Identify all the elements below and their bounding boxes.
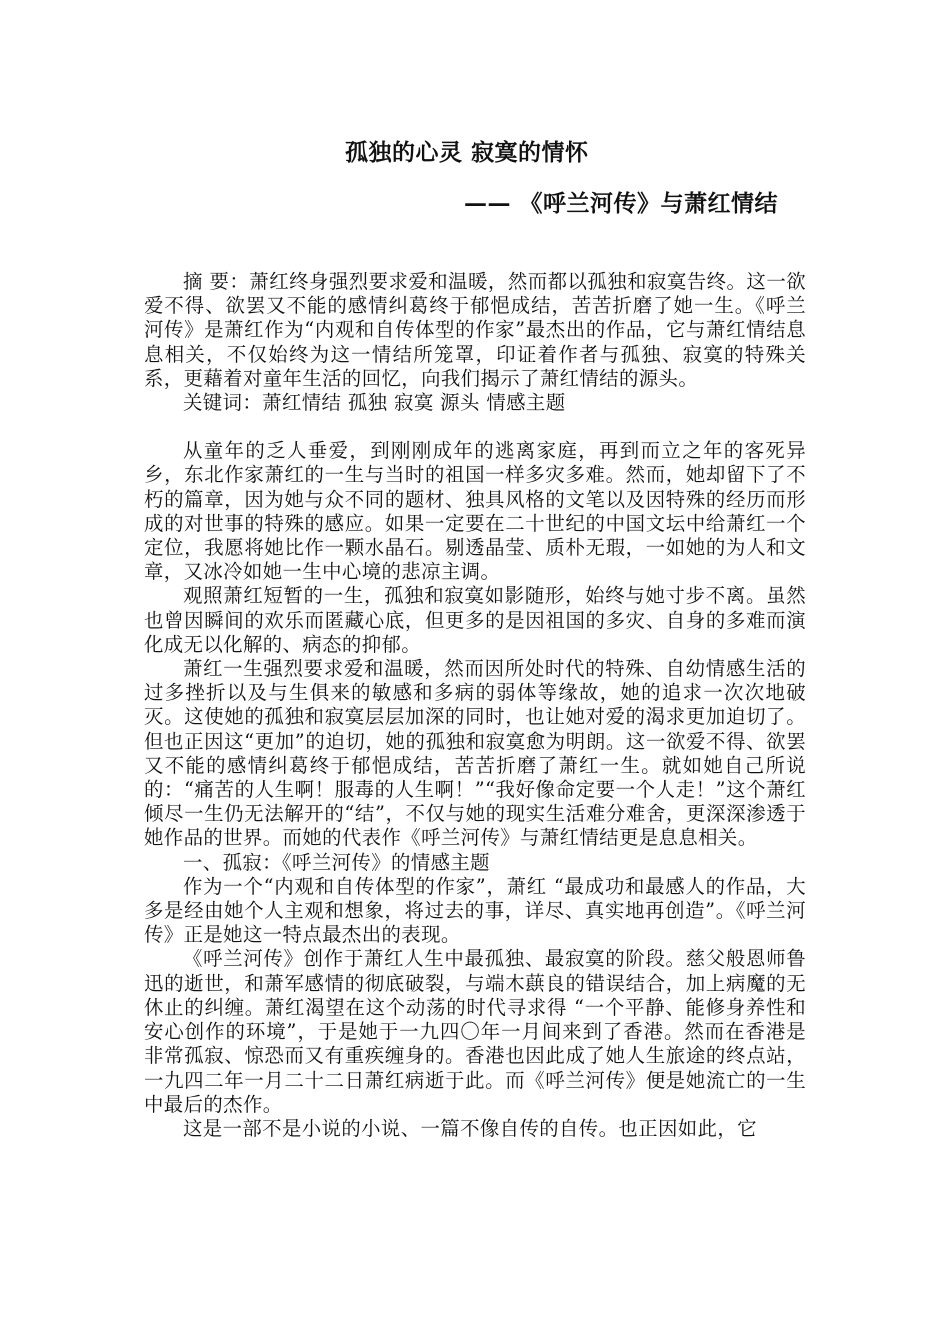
abstract-paragraph: 摘 要：萧红终身强烈要求爱和温暖，然而都以孤独和寂寞告终。这一欲爱不得、欲罢又不能的感情纠葛终于郁悒成结，苦苦折磨了她一生。《呼兰河传》是萧红作为“内观和自传体型的作家”最杰出的作品，它与萧红情结息息相关，不仅始终为这一情结所笼罩，印证着作者与孤独、寂寞的特殊关系，更藉着对童年生活的回忆，向我们揭示了萧红情结的源头。 (144, 270, 806, 390)
body-paragraph: 萧红一生强烈要求爱和温暖，然而因所处时代的特殊、自幼情感生活的过多挫折以及与生俱来的敏感和多病的弱体等缘故，她的追求一次次地破灭。这使她的孤独和寂寞层层加深的同时，也让她对爱的渴求更加迫切了。但也正因这“更加”的迫切，她的孤独和寂寞愈为明朗。这一欲爱不得、欲罢又不能的感情纠葛终于郁悒成结，苦苦折磨了萧红一生。就如她自己所说的：“痛苦的人生啊！服毒的人生啊！”“我好像命定要一个人走！”这个萧红倾尽一生仍无法解开的“结”，不仅与她的现实生活难分难舍，更深深渗透于她作品的世界。而她的代表作《呼兰河传》与萧红情结更是息息相关。 (144, 657, 806, 850)
document-title: 孤独的心灵 寂寞的情怀 (345, 139, 589, 166)
body-paragraph: 这是一部不是小说的小说、一篇不像自传的自传。也正因如此，它 (183, 1116, 757, 1140)
body-paragraph: 作为一个“内观和自传体型的作家”，萧红 “最成功和最感人的作品，大多是经由她个人主观和想象，将过去的事，详尽、真实地再创造”。《呼兰河传》正是她这一特点最杰出的表现。 (144, 874, 806, 947)
body-paragraph: 《呼兰河传》创作于萧红人生中最孤独、最寂寞的阶段。慈父般恩师鲁迅的逝世，和萧军感情的彻底破裂，与端木蕻良的错误结合，加上病魔的无休止的纠缠。萧红渴望在这个动荡的时代寻求得 “一个平静、能修身养性和安心创作的环境”，于是她于一九四〇年一月间来到了香港。然而在香港是非常孤寂、惊恐而又有重疾缠身的。香港也因此成了她人生旅途的终点站，一九四二年一月二十二日萧红病逝于此。而《呼兰河传》便是她流亡的一生中最后的杰作。 (144, 947, 806, 1116)
document-body (144, 270, 806, 1141)
paragraph-gap (144, 415, 806, 439)
body-paragraph: 从童年的乏人垂爱，到刚刚成年的逃离家庭，再到而立之年的客死异乡，东北作家萧红的一生与当时的祖国一样多灾多难。然而，她却留下了不朽的篇章，因为她与众不同的题材、独具风格的文笔以及因特殊的经历而形成的对世事的特殊的感应。如果一定要在二十世纪的中国文坛中给萧红一个定位，我愿将她比作一颗水晶石。剔透晶莹、质朴无瑕，一如她的为人和文章，又冰冷如她一生中心境的悲凉主调。 (144, 439, 806, 584)
body-paragraph: 观照萧红短暂的一生，孤独和寂寞如影随形，始终与她寸步不离。虽然也曾因瞬间的欢乐而匿藏心底，但更多的是因祖国的多灾、自身的多难而演化成无以化解的、病态的抑郁。 (144, 584, 806, 656)
document-subtitle: —— 《呼兰河传》与萧红情结 (464, 190, 779, 217)
keywords-line: 关键词：萧红情结 孤独 寂寞 源头 情感主题 (183, 391, 566, 415)
section-heading: 一、孤寂：《呼兰河传》的情感主题 (183, 850, 490, 874)
